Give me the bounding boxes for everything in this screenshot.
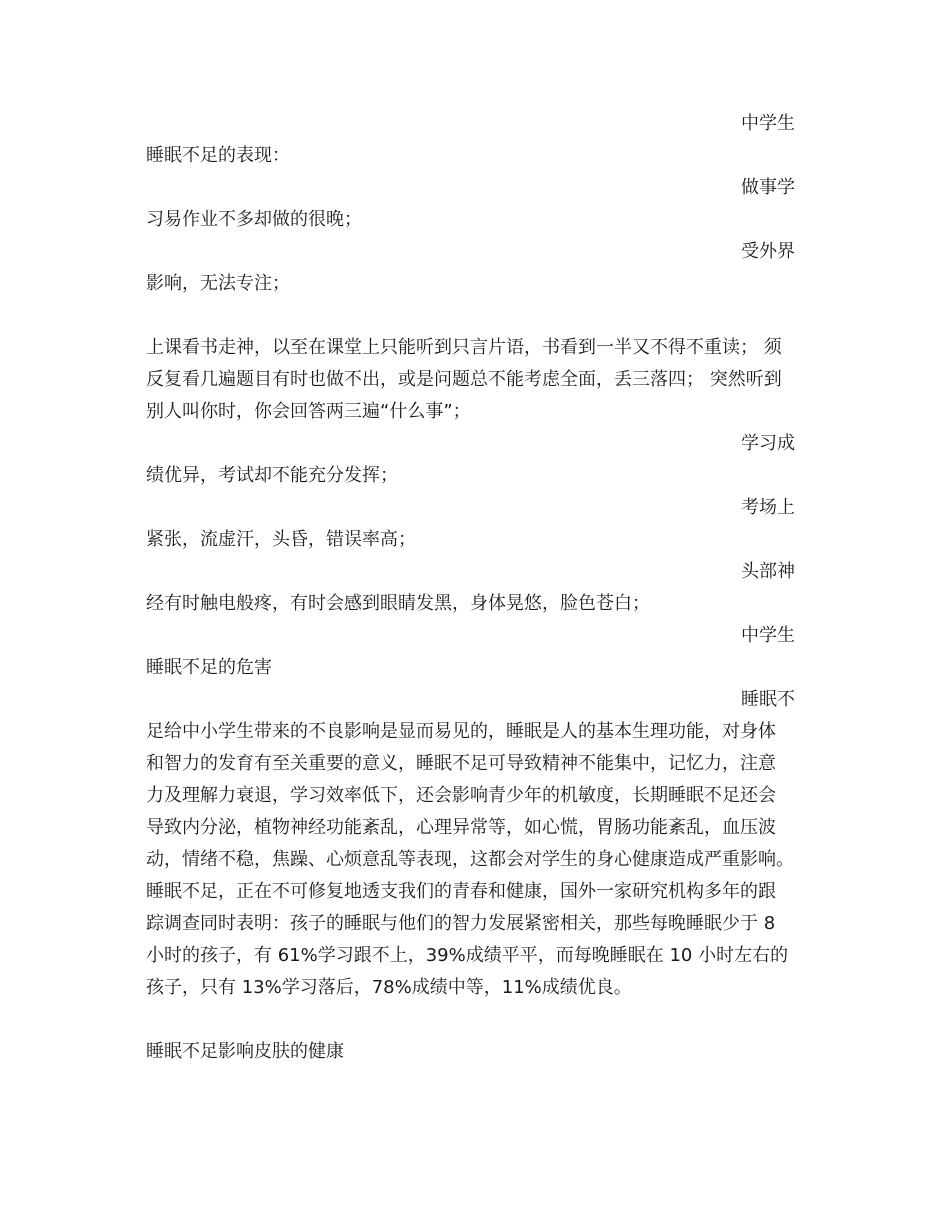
text-line-wrap: 受外界 bbox=[741, 241, 795, 262]
text-line: 和智力的发育有至关重要的意义，睡眠不足可导致精神不能集中，记忆力，注意 bbox=[146, 753, 776, 774]
text-line: 绩优异，考试却不能充分发挥； bbox=[146, 465, 398, 486]
text-line: 力及理解力衰退，学习效率低下，还会影响青少年的机敏度，长期睡眠不足还会 bbox=[146, 785, 776, 806]
text-line: 反复看几遍题目有时也做不出，或是问题总不能考虑全面，丢三落四； 突然听到 bbox=[146, 369, 782, 390]
text-line: 经有时触电般疼，有时会感到眼睛发黑，身体晃悠，脸色苍白； bbox=[146, 593, 650, 614]
text-line: 踪调查同时表明：孩子的睡眠与他们的智力发展紧密相关，那些每晚睡眠少于 8 bbox=[146, 913, 776, 934]
text-line-wrap: 中学生 bbox=[741, 113, 795, 134]
section-heading-harms: 睡眠不足的危害 bbox=[146, 657, 272, 678]
text-line: 上课看书走神，以至在课堂上只能听到只言片语，书看到一半又不得不重读； 须 bbox=[146, 337, 782, 358]
text-line-wrap: 学习成 bbox=[741, 433, 795, 454]
text-line-wrap: 中学生 bbox=[741, 625, 795, 646]
text-line: 导致内分泌，植物神经功能紊乱，心理异常等，如心慌，胃肠功能紊乱，血压波 bbox=[146, 817, 776, 838]
section-heading-skin: 睡眠不足影响皮肤的健康 bbox=[146, 1041, 344, 1062]
text-line: 足给中小学生带来的不良影响是显而易见的，睡眠是人的基本生理功能，对身体 bbox=[146, 721, 776, 742]
text-line: 习易作业不多却做的很晚； bbox=[146, 209, 362, 230]
text-line: 小时的孩子，有 61%学习跟不上，39%成绩平平，而每晚睡眠在 10 小时左右的 bbox=[146, 945, 789, 966]
text-line-wrap: 考场上 bbox=[741, 497, 795, 518]
text-line: 睡眠不足，正在不可修复地透支我们的青春和健康，国外一家研究机构多年的跟 bbox=[146, 881, 776, 902]
text-line: 影响，无法专注； bbox=[146, 273, 290, 294]
text-line-wrap: 头部神 bbox=[741, 561, 795, 582]
text-line-wrap: 睡眠不 bbox=[741, 689, 795, 710]
text-line: 孩子，只有 13%学习落后，78%成绩中等，11%成绩优良。 bbox=[146, 977, 632, 998]
text-line: 动，情绪不稳，焦躁、心烦意乱等表现，这都会对学生的身心健康造成严重影响。 bbox=[146, 849, 794, 870]
text-line: 别人叫你时，你会回答两三遍“什么事”； bbox=[146, 401, 471, 422]
text-line: 紧张，流虚汗，头昏，错误率高； bbox=[146, 529, 416, 550]
text-line-wrap: 做事学 bbox=[741, 177, 795, 198]
section-heading-symptoms: 睡眠不足的表现： bbox=[146, 145, 290, 166]
